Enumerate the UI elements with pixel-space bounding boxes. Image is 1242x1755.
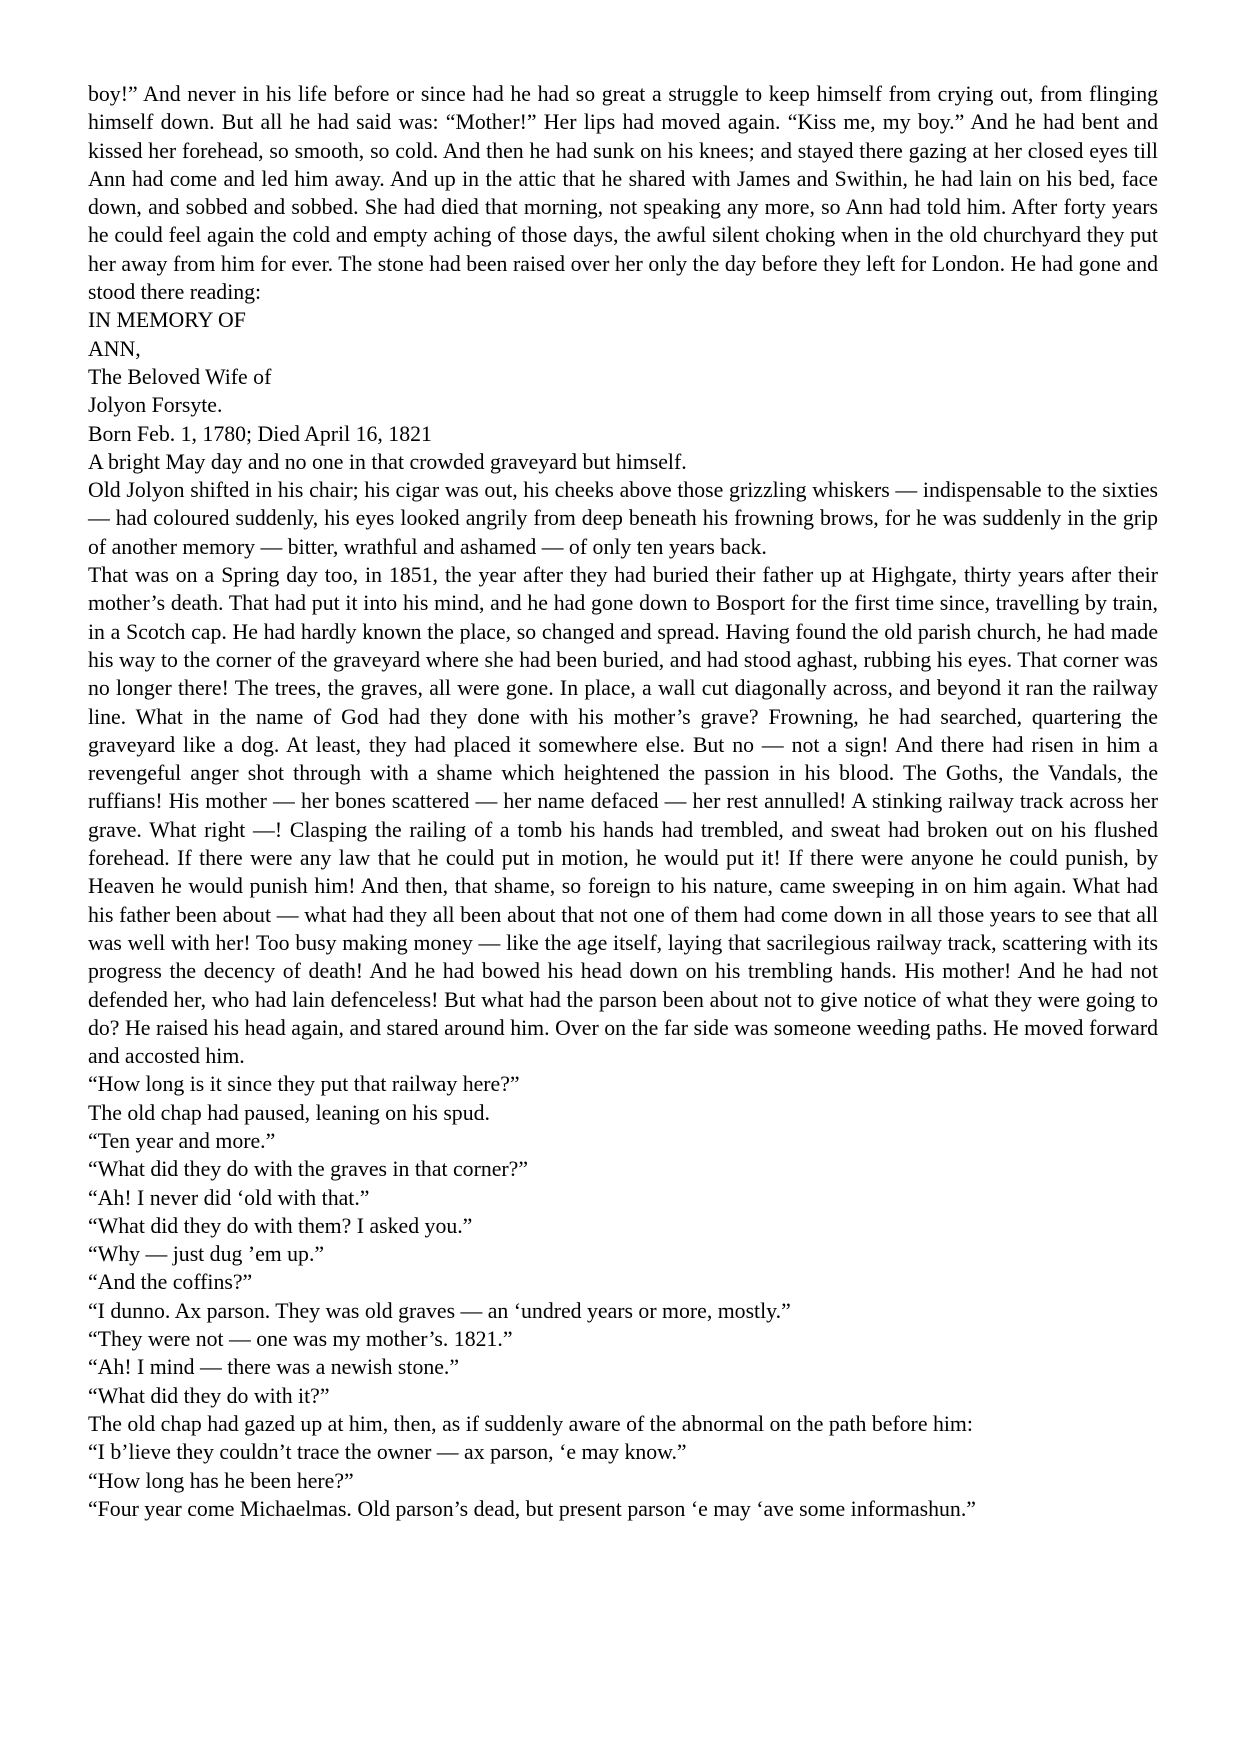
paragraph-bright-may-day: A bright May day and no one in that crowded graveyard but himself. (88, 449, 687, 474)
dialogue-line: “Why — just dug ’em up.” (88, 1242, 325, 1267)
dialogue-line: “Ten year and more.” (88, 1128, 276, 1153)
dialogue-line: “How long has he been here?” (88, 1468, 354, 1493)
inscription-line-5: Born Feb. 1, 1780; Died April 16, 1821 (88, 421, 432, 446)
inscription-line-3: The Beloved Wife of (88, 364, 272, 389)
inscription-line-2: ANN, (88, 336, 141, 361)
narration-line: The old chap had paused, leaning on his spud. (88, 1100, 490, 1125)
dialogue-line: “They were not — one was my mother’s. 1821.” (88, 1327, 513, 1352)
dialogue-line: “I dunno. Ax parson. They was old graves — an ‘undred years or more, mostly.” (88, 1298, 791, 1323)
dialogue-line: “I b’lieve they couldn’t trace the owner — ax parson, ‘e may know.” (88, 1440, 687, 1465)
dialogue-line: “How long is it since they put that railway here?” (88, 1072, 520, 1097)
paragraph-mother-deathbed: boy!” And never in his life before or since had he had so great a struggle to keep himself from crying out, from flinging himself down. But all he had said was: “Mother!” Her lips had moved again. “Kiss me, my boy.” And he had bent and kissed her forehead, so smooth, so cold. And then he had sunk on his knees; and stayed there gazing at her closed eyes till Ann had come and led him away. And up in the attic that he shared with James and Swithin, he had lain on his bed, face down, and sobbed and sobbed. She had died that morning, not speaking any more, so Ann had told him. After forty years he could feel again the cold and empty aching of those days, the awful silent choking when in the old churchyard they put her away from him for ever. The stone had been raised over her only the day before they left for London. He had gone and stood there reading: (88, 82, 1158, 305)
document-page (88, 80, 1158, 1523)
narration-line: The old chap had gazed up at him, then, as if suddenly aware of the abnormal on the path before him: (88, 1411, 973, 1436)
paragraph-old-jolyon-shifted: Old Jolyon shifted in his chair; his cigar was out, his cheeks above those grizzling whiskers — indispensable to the sixties — had coloured suddenly, his eyes looked angrily from deep beneath his frowning brows, for he was suddenly in the grip of another memory — bitter, wrathful and ashamed — of only ten years back. (88, 478, 1158, 559)
inscription-line-4: Jolyon Forsyte. (88, 393, 223, 418)
dialogue-line: “What did they do with them? I asked you.” (88, 1213, 473, 1238)
dialogue-line: “What did they do with the graves in that corner?” (88, 1157, 529, 1182)
dialogue-line: “Four year come Michaelmas. Old parson’s dead, but present parson ‘e may ‘ave some informashun.” (88, 1496, 976, 1521)
dialogue-line: “Ah! I mind — there was a newish stone.” (88, 1355, 460, 1380)
dialogue-line: “Ah! I never did ‘old with that.” (88, 1185, 370, 1210)
dialogue-line: “And the coffins?” (88, 1270, 253, 1295)
paragraph-spring-day-1851: That was on a Spring day too, in 1851, the year after they had buried their father up at Highgate, thirty years after their mother’s death. That had put it into his mind, and he had gone down to Bosport for the first time since, travelling by train, in a Scotch cap. He had hardly known the place, so changed and spread. Having found the old parish church, he had made his way to the corner of the graveyard where she had been buried, and had stood aghast, rubbing his eyes. That corner was no longer there! The trees, the graves, all were gone. In place, a wall cut diagonally across, and beyond it ran the railway line. What in the name of God had they done with his mother’s grave? Frowning, he had searched, quartering the graveyard like a dog. At least, they had placed it somewhere else. But no — not a sign! And there had risen in him a revengeful anger shot through with a shame which heightened the passion in his blood. The Goths, the Vandals, the ruffians! His mother — her bones scattered — her name defaced — her rest annulled! A stinking railway track across her grave. What right —! Clasping the railing of a tomb his hands had trembled, and sweat had broken out on his flushed forehead. If there were any law that he could put in motion, he would put it! If there were anyone he could punish, by Heaven he would punish him! And then, that shame, so foreign to his nature, came sweeping in on him again. What had his father been about — what had they all been about that not one of them had come down in all those years to see that all was well with her! Too busy making money — like the age itself, laying that sacrilegious railway track, scattering with its progress the decency of death! And he had bowed his head down on his trembling hands. His mother! And he had not defended her, who had lain defenceless! But what had the parson been about not to give notice of what they were going to do? He raised his head again, and stared around him. Over on the far side was someone weeding paths. He moved forward and accosted him. (88, 563, 1158, 1069)
inscription-line-1: IN MEMORY OF (88, 308, 246, 333)
dialogue-line: “What did they do with it?” (88, 1383, 330, 1408)
